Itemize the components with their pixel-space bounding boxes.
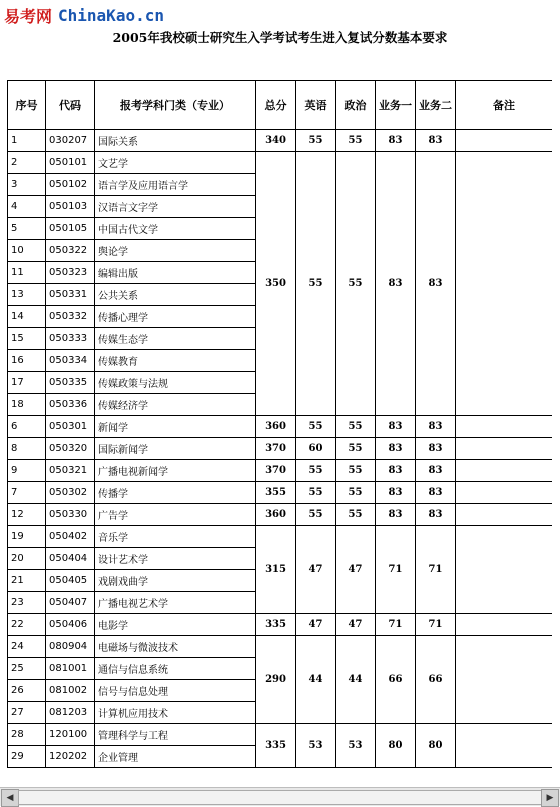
politics-score: 55: [336, 130, 376, 152]
row-subject: 汉语言文字学: [95, 196, 256, 218]
row-code: 050336: [46, 394, 95, 416]
remarks-cell: [456, 724, 553, 768]
row-no: 27: [8, 702, 46, 724]
page-title: 2005年我校硕士研究生入学考试考生进入复试分数基本要求: [112, 30, 448, 45]
row-no: 11: [8, 262, 46, 284]
row-subject: 中国古代文学: [95, 218, 256, 240]
row-no: 25: [8, 658, 46, 680]
english-score: 55: [296, 504, 336, 526]
scroll-left-arrow-icon[interactable]: ◀: [1, 789, 19, 807]
score-table: [7, 80, 552, 768]
table-row: [8, 460, 553, 482]
row-code: 120100: [46, 724, 95, 746]
row-code: 050331: [46, 284, 95, 306]
row-code: 081203: [46, 702, 95, 724]
row-subject: 传播心理学: [95, 306, 256, 328]
row-code: 050320: [46, 438, 95, 460]
row-subject: 电影学: [95, 614, 256, 636]
table-row: [8, 636, 553, 658]
politics-score: 55: [336, 460, 376, 482]
row-no: 28: [8, 724, 46, 746]
row-no: 8: [8, 438, 46, 460]
row-subject: 文艺学: [95, 152, 256, 174]
row-code: 050334: [46, 350, 95, 372]
row-no: 12: [8, 504, 46, 526]
header-remarks: 备注: [456, 81, 553, 130]
politics-score: 55: [336, 482, 376, 504]
row-subject: 传媒生态学: [95, 328, 256, 350]
row-code: 050101: [46, 152, 95, 174]
row-no: 4: [8, 196, 46, 218]
row-subject: 计算机应用技术: [95, 702, 256, 724]
row-no: 14: [8, 306, 46, 328]
total-score: 340: [256, 130, 296, 152]
header-code: 代码: [46, 81, 95, 130]
english-score: 55: [296, 482, 336, 504]
total-score: 360: [256, 416, 296, 438]
politics-score: 55: [336, 504, 376, 526]
row-no: 22: [8, 614, 46, 636]
row-no: 6: [8, 416, 46, 438]
subject2-score: 83: [416, 482, 456, 504]
subject2-score: 83: [416, 152, 456, 416]
row-subject: 通信与信息系统: [95, 658, 256, 680]
english-score: 55: [296, 460, 336, 482]
subject1-score: 66: [376, 636, 416, 724]
row-no: 3: [8, 174, 46, 196]
row-no: 23: [8, 592, 46, 614]
scrollbar-thumb[interactable]: [18, 790, 542, 805]
english-score: 47: [296, 614, 336, 636]
row-subject: 传播学: [95, 482, 256, 504]
row-subject: 公共关系: [95, 284, 256, 306]
table-header-row: [8, 81, 553, 130]
politics-score: 44: [336, 636, 376, 724]
row-subject: 管理科学与工程: [95, 724, 256, 746]
row-no: 13: [8, 284, 46, 306]
row-no: 16: [8, 350, 46, 372]
row-subject: 国际关系: [95, 130, 256, 152]
table-row: [8, 724, 553, 746]
row-code: 120202: [46, 746, 95, 768]
remarks-cell: [456, 152, 553, 416]
row-no: 24: [8, 636, 46, 658]
row-no: 21: [8, 570, 46, 592]
row-code: 050330: [46, 504, 95, 526]
row-no: 10: [8, 240, 46, 262]
total-score: 350: [256, 152, 296, 416]
politics-score: 55: [336, 438, 376, 460]
subject2-score: 66: [416, 636, 456, 724]
remarks-cell: [456, 482, 553, 504]
scroll-right-arrow-icon[interactable]: ▶: [541, 789, 559, 807]
row-code: 050323: [46, 262, 95, 284]
header-subject: 报考学科门类（专业）: [95, 81, 256, 130]
header-total: 总分: [256, 81, 296, 130]
subject2-score: 83: [416, 504, 456, 526]
table-row: [8, 130, 553, 152]
subject2-score: 80: [416, 724, 456, 768]
subject1-score: 83: [376, 152, 416, 416]
politics-score: 55: [336, 152, 376, 416]
remarks-cell: [456, 460, 553, 482]
row-code: 030207: [46, 130, 95, 152]
row-no: 1: [8, 130, 46, 152]
total-score: 370: [256, 460, 296, 482]
total-score: 290: [256, 636, 296, 724]
row-no: 2: [8, 152, 46, 174]
total-score: 360: [256, 504, 296, 526]
row-no: 26: [8, 680, 46, 702]
table-row: [8, 526, 553, 548]
row-subject: 新闻学: [95, 416, 256, 438]
subject1-score: 80: [376, 724, 416, 768]
remarks-cell: [456, 526, 553, 614]
english-score: 55: [296, 130, 336, 152]
row-subject: 广播电视艺术学: [95, 592, 256, 614]
english-score: 44: [296, 636, 336, 724]
subject2-score: 83: [416, 130, 456, 152]
table-row: [8, 438, 553, 460]
row-no: 20: [8, 548, 46, 570]
row-no: 15: [8, 328, 46, 350]
subject2-score: 83: [416, 416, 456, 438]
row-code: 050406: [46, 614, 95, 636]
row-subject: 传媒政策与法规: [95, 372, 256, 394]
table-row: [8, 416, 553, 438]
row-subject: 音乐学: [95, 526, 256, 548]
remarks-cell: [456, 614, 553, 636]
subject1-score: 83: [376, 482, 416, 504]
row-no: 9: [8, 460, 46, 482]
subject1-score: 83: [376, 438, 416, 460]
row-code: 050407: [46, 592, 95, 614]
row-code: 081002: [46, 680, 95, 702]
remarks-cell: [456, 130, 553, 152]
row-subject: 信号与信息处理: [95, 680, 256, 702]
subject1-score: 83: [376, 130, 416, 152]
row-no: 7: [8, 482, 46, 504]
row-no: 19: [8, 526, 46, 548]
remarks-cell: [456, 504, 553, 526]
subject2-score: 71: [416, 614, 456, 636]
row-code: 050333: [46, 328, 95, 350]
row-code: 050404: [46, 548, 95, 570]
row-code: 050402: [46, 526, 95, 548]
horizontal-scrollbar[interactable]: [0, 787, 560, 806]
subject2-score: 83: [416, 438, 456, 460]
row-subject: 企业管理: [95, 746, 256, 768]
row-code: 050321: [46, 460, 95, 482]
table-row: [8, 152, 553, 174]
row-no: 29: [8, 746, 46, 768]
row-subject: 广播电视新闻学: [95, 460, 256, 482]
english-score: 55: [296, 152, 336, 416]
row-code: 050103: [46, 196, 95, 218]
remarks-cell: [456, 416, 553, 438]
total-score: 315: [256, 526, 296, 614]
row-subject: 舆论学: [95, 240, 256, 262]
row-code: 080904: [46, 636, 95, 658]
row-no: 17: [8, 372, 46, 394]
row-subject: 电磁场与微波技术: [95, 636, 256, 658]
subject1-score: 83: [376, 460, 416, 482]
header-politics: 政治: [336, 81, 376, 130]
english-score: 55: [296, 416, 336, 438]
english-score: 60: [296, 438, 336, 460]
total-score: 335: [256, 724, 296, 768]
header-subject2: 业务二: [416, 81, 456, 130]
row-code: 081001: [46, 658, 95, 680]
row-no: 5: [8, 218, 46, 240]
english-score: 53: [296, 724, 336, 768]
total-score: 355: [256, 482, 296, 504]
politics-score: 55: [336, 416, 376, 438]
subject2-score: 83: [416, 460, 456, 482]
politics-score: 53: [336, 724, 376, 768]
row-subject: 语言学及应用语言学: [95, 174, 256, 196]
watermark-en: ChinaKao.cn: [58, 5, 164, 25]
total-score: 370: [256, 438, 296, 460]
row-code: 050405: [46, 570, 95, 592]
remarks-cell: [456, 636, 553, 724]
row-subject: 广告学: [95, 504, 256, 526]
row-code: 050102: [46, 174, 95, 196]
row-subject: 编辑出版: [95, 262, 256, 284]
subject2-score: 71: [416, 526, 456, 614]
table-body: [8, 130, 553, 768]
row-no: 18: [8, 394, 46, 416]
watermark-cn: 易考网: [4, 6, 53, 26]
row-code: 050105: [46, 218, 95, 240]
table-row: [8, 614, 553, 636]
row-code: 050322: [46, 240, 95, 262]
subject1-score: 71: [376, 614, 416, 636]
row-subject: 国际新闻学: [95, 438, 256, 460]
row-subject: 传媒经济学: [95, 394, 256, 416]
subject1-score: 83: [376, 416, 416, 438]
row-code: 050301: [46, 416, 95, 438]
row-code: 050332: [46, 306, 95, 328]
politics-score: 47: [336, 614, 376, 636]
header-subject1: 业务一: [376, 81, 416, 130]
table-row: [8, 482, 553, 504]
row-subject: 戏剧戏曲学: [95, 570, 256, 592]
site-watermark: [4, 4, 164, 26]
header-english: 英语: [296, 81, 336, 130]
score-table-container: [7, 80, 552, 772]
subject1-score: 71: [376, 526, 416, 614]
subject1-score: 83: [376, 504, 416, 526]
remarks-cell: [456, 438, 553, 460]
politics-score: 47: [336, 526, 376, 614]
row-code: 050335: [46, 372, 95, 394]
total-score: 335: [256, 614, 296, 636]
header-no: 序号: [8, 81, 46, 130]
row-subject: 传媒教育: [95, 350, 256, 372]
row-subject: 设计艺术学: [95, 548, 256, 570]
row-code: 050302: [46, 482, 95, 504]
english-score: 47: [296, 526, 336, 614]
table-row: [8, 504, 553, 526]
